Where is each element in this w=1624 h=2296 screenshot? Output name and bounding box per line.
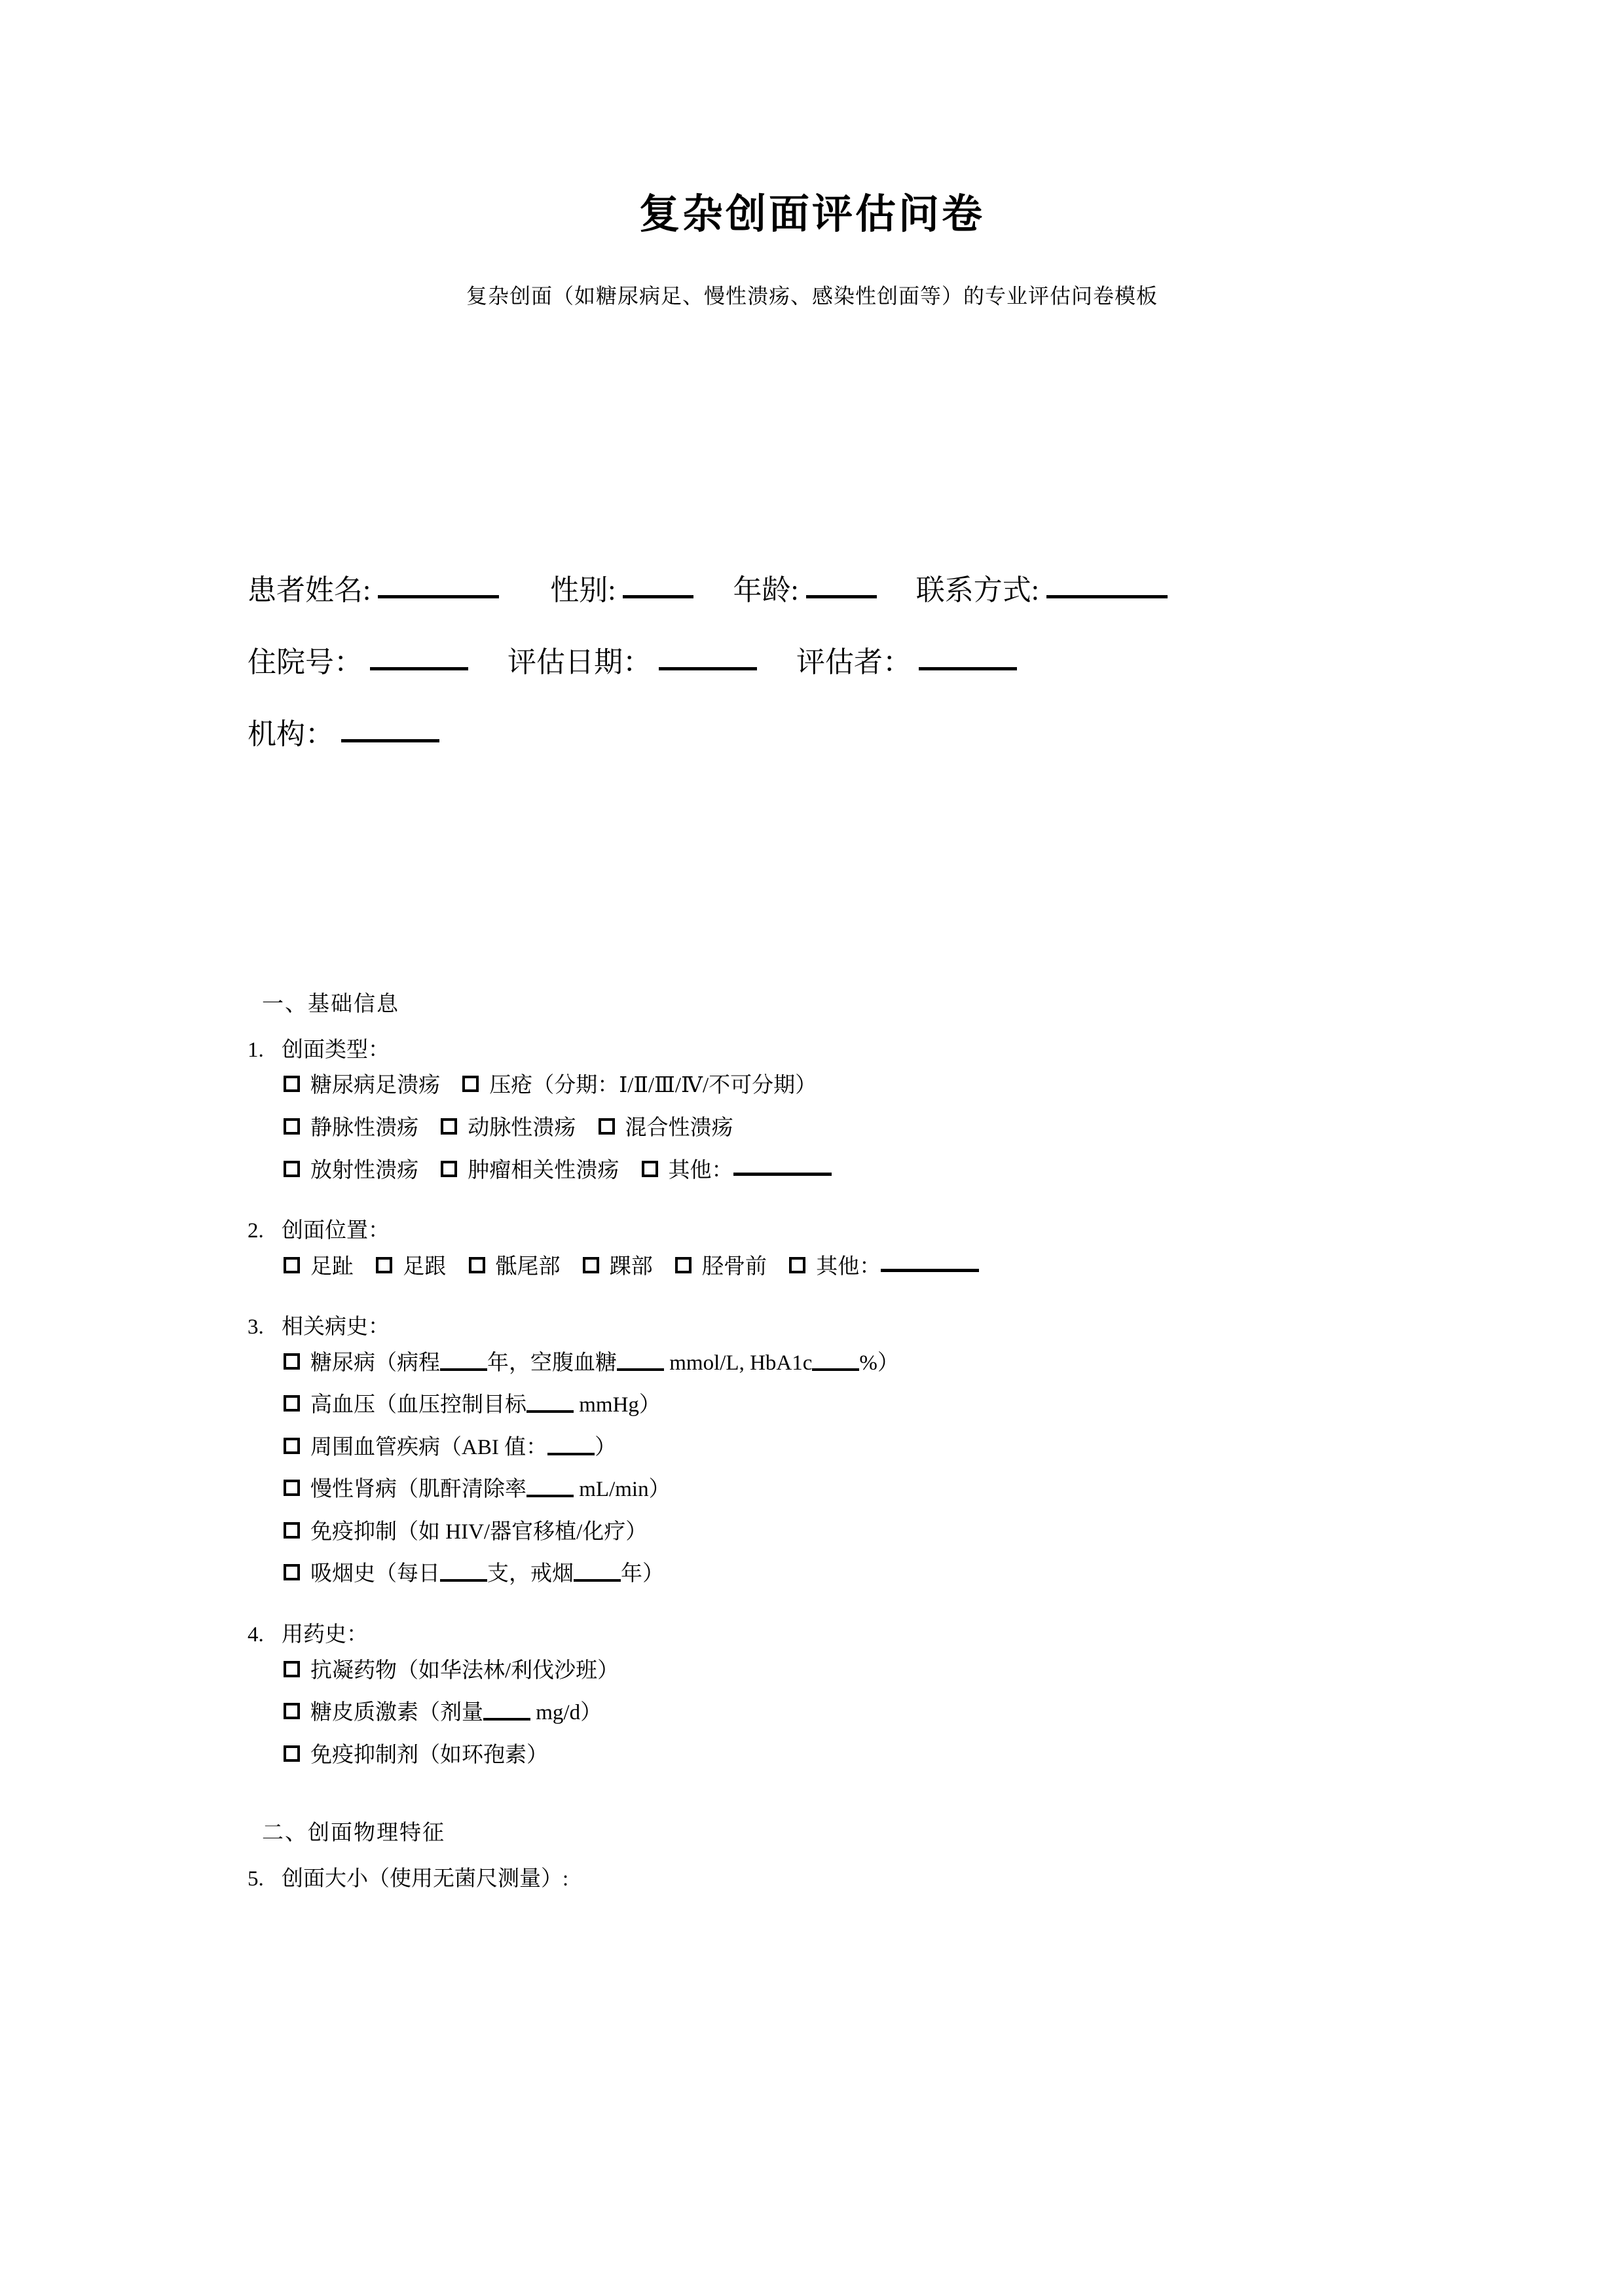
assessor-field[interactable] bbox=[919, 667, 1017, 670]
abi-value-field[interactable] bbox=[547, 1453, 595, 1455]
checkbox-icon[interactable] bbox=[284, 1745, 300, 1762]
steroid-dose-field[interactable] bbox=[483, 1718, 530, 1721]
question-number: 2. bbox=[248, 1219, 264, 1243]
question-title bbox=[248, 1036, 1624, 1065]
checkbox-icon[interactable] bbox=[583, 1257, 599, 1273]
quit-smoking-years-field[interactable] bbox=[574, 1579, 621, 1582]
checkbox-option-location-other[interactable]: 其他： bbox=[789, 1252, 979, 1282]
checkbox-option-peripheral-vascular-disease[interactable]: 周围血管疾病（ABI 值： ） bbox=[284, 1433, 1624, 1463]
identity-line-2 bbox=[248, 648, 1492, 677]
form-body bbox=[0, 991, 1624, 1903]
checkbox-icon[interactable] bbox=[376, 1257, 392, 1273]
institution-label: 机构： bbox=[248, 718, 334, 750]
option-row bbox=[284, 1071, 1624, 1101]
patient-identity-block bbox=[248, 576, 1492, 792]
checkbox-option-radiation-ulcer[interactable]: 放射性溃疡 bbox=[284, 1156, 418, 1186]
question-number: 3. bbox=[248, 1315, 264, 1339]
question-title bbox=[248, 1620, 1624, 1650]
question-number: 4. bbox=[248, 1623, 264, 1647]
option-group bbox=[248, 1252, 1624, 1282]
fasting-glucose-field[interactable] bbox=[617, 1368, 664, 1371]
checkbox-icon[interactable] bbox=[284, 1118, 300, 1135]
institution-field[interactable] bbox=[341, 739, 439, 742]
question-label: 相关病史： bbox=[282, 1315, 390, 1339]
option-group bbox=[248, 1071, 1624, 1185]
age-label: 年龄: bbox=[733, 574, 799, 606]
checkbox-icon[interactable] bbox=[675, 1257, 692, 1273]
checkbox-option-venous-ulcer[interactable]: 静脉性溃疡 bbox=[284, 1114, 418, 1143]
option-group bbox=[248, 1349, 1624, 1589]
checkbox-option-immunosuppressant-drug[interactable]: 免疫抑制剂（如环孢素） bbox=[284, 1741, 1624, 1770]
checkbox-option-ankle[interactable]: 踝部 bbox=[583, 1252, 653, 1282]
age-field[interactable] bbox=[806, 595, 877, 598]
checkbox-option-arterial-ulcer[interactable]: 动脉性溃疡 bbox=[441, 1114, 576, 1143]
option-row bbox=[284, 1156, 1624, 1186]
checkbox-icon[interactable] bbox=[441, 1161, 457, 1177]
contact-field[interactable] bbox=[1046, 595, 1168, 598]
checkbox-option-pretibial[interactable]: 胫骨前 bbox=[675, 1252, 767, 1282]
question-medication-history bbox=[0, 1620, 1624, 1770]
checkbox-option-pressure-ulcer[interactable]: 压疮（分期：Ⅰ/Ⅱ/Ⅲ/Ⅳ/不可分期） bbox=[462, 1071, 817, 1101]
patient-name-field[interactable] bbox=[378, 595, 499, 598]
checkbox-icon[interactable] bbox=[284, 1438, 300, 1454]
checkbox-icon[interactable] bbox=[284, 1522, 300, 1539]
gender-field[interactable] bbox=[623, 595, 693, 598]
assessor-label: 评估者： bbox=[796, 646, 912, 678]
checkbox-option-immunosuppression[interactable]: 免疫抑制（如 HIV/器官移植/化疗） bbox=[284, 1518, 1624, 1547]
checkbox-option-toe[interactable]: 足趾 bbox=[284, 1252, 354, 1282]
section-heading-physical-characteristics: 二、创面物理特征 bbox=[262, 1821, 445, 1846]
checkbox-option-smoking-history[interactable]: 吸烟史（每日 支，戒烟 年） bbox=[284, 1559, 1624, 1589]
diabetes-duration-field[interactable] bbox=[440, 1368, 487, 1371]
question-number: 1. bbox=[248, 1038, 264, 1062]
checkbox-icon[interactable] bbox=[599, 1118, 615, 1135]
identity-line-1 bbox=[248, 576, 1492, 605]
checkbox-icon[interactable] bbox=[284, 1353, 300, 1370]
checkbox-icon[interactable] bbox=[284, 1076, 300, 1092]
assessment-date-label: 评估日期： bbox=[507, 646, 652, 678]
checkbox-icon[interactable] bbox=[441, 1118, 457, 1135]
checkbox-option-mixed-ulcer[interactable]: 混合性溃疡 bbox=[599, 1114, 733, 1143]
checkbox-icon[interactable] bbox=[462, 1076, 479, 1092]
admission-no-label: 住院号： bbox=[248, 646, 363, 678]
question-wound-type bbox=[0, 1036, 1624, 1185]
checkbox-icon[interactable] bbox=[284, 1661, 300, 1677]
question-label: 用药史： bbox=[282, 1623, 368, 1647]
checkbox-option-heel[interactable]: 足跟 bbox=[376, 1252, 446, 1282]
question-title bbox=[248, 1216, 1624, 1246]
admission-no-field[interactable] bbox=[370, 667, 468, 670]
question-wound-size bbox=[0, 1865, 1624, 1894]
creatinine-clearance-field[interactable] bbox=[526, 1495, 574, 1497]
checkbox-icon[interactable] bbox=[642, 1161, 658, 1177]
question-wound-location bbox=[0, 1216, 1624, 1281]
option-row bbox=[284, 1114, 1624, 1143]
bp-target-field[interactable] bbox=[526, 1410, 574, 1413]
wound-location-other-field[interactable] bbox=[881, 1269, 979, 1272]
question-medical-history bbox=[0, 1313, 1624, 1589]
patient-name-label: 患者姓名: bbox=[248, 574, 371, 606]
question-title bbox=[248, 1313, 1624, 1342]
checkbox-option-chronic-kidney-disease[interactable]: 慢性肾病（肌酐清除率 mL/min） bbox=[284, 1475, 1624, 1504]
title-block bbox=[0, 190, 1624, 241]
identity-line-3 bbox=[248, 720, 1492, 749]
checkbox-icon[interactable] bbox=[284, 1480, 300, 1496]
checkbox-icon[interactable] bbox=[469, 1257, 485, 1273]
question-number: 5. bbox=[248, 1867, 264, 1891]
checkbox-option-hypertension[interactable]: 高血压（血压控制目标 mmHg） bbox=[284, 1391, 1624, 1420]
cigarettes-per-day-field[interactable] bbox=[440, 1579, 487, 1582]
assessment-date-field[interactable] bbox=[659, 667, 757, 670]
checkbox-icon[interactable] bbox=[284, 1703, 300, 1719]
checkbox-option-anticoagulant[interactable]: 抗凝药物（如华法林/利伐沙班） bbox=[284, 1656, 1624, 1686]
checkbox-option-tumor-related-ulcer[interactable]: 肿瘤相关性溃疡 bbox=[441, 1156, 619, 1186]
question-label: 创面类型： bbox=[282, 1038, 390, 1062]
checkbox-icon[interactable] bbox=[284, 1564, 300, 1580]
checkbox-option-diabetes[interactable]: 糖尿病（病程 年，空腹血糖 mmol/L, HbA1c %） bbox=[284, 1349, 1624, 1378]
question-label: 创面大小（使用无菌尺测量）: bbox=[282, 1867, 569, 1891]
checkbox-option-corticosteroid[interactable]: 糖皮质激素（剂量 mg/d） bbox=[284, 1698, 1624, 1728]
wound-type-other-field[interactable] bbox=[733, 1173, 832, 1176]
gender-label: 性别: bbox=[550, 574, 616, 606]
checkbox-option-sacrococcygeal[interactable]: 骶尾部 bbox=[469, 1252, 561, 1282]
option-row bbox=[284, 1252, 1624, 1282]
checkbox-icon[interactable] bbox=[284, 1161, 300, 1177]
hba1c-field[interactable] bbox=[812, 1368, 859, 1371]
question-title bbox=[248, 1865, 1624, 1894]
page-title: 复杂创面评估问卷 bbox=[638, 192, 985, 237]
checkbox-icon[interactable] bbox=[284, 1395, 300, 1412]
contact-label: 联系方式: bbox=[915, 574, 1039, 606]
question-label: 创面位置： bbox=[282, 1219, 390, 1243]
checkbox-option-diabetic-foot-ulcer[interactable]: 糖尿病足溃疡 bbox=[284, 1071, 440, 1101]
checkbox-icon[interactable] bbox=[284, 1257, 300, 1273]
checkbox-icon[interactable] bbox=[789, 1257, 805, 1273]
page-subtitle: 复杂创面（如糖尿病足、慢性溃疡、感染性创面等）的专业评估问卷模板 bbox=[466, 284, 1158, 308]
checkbox-option-wound-type-other[interactable]: 其他： bbox=[642, 1156, 832, 1186]
section-heading-basic-info: 一、基础信息 bbox=[262, 993, 399, 1016]
option-group bbox=[248, 1656, 1624, 1770]
